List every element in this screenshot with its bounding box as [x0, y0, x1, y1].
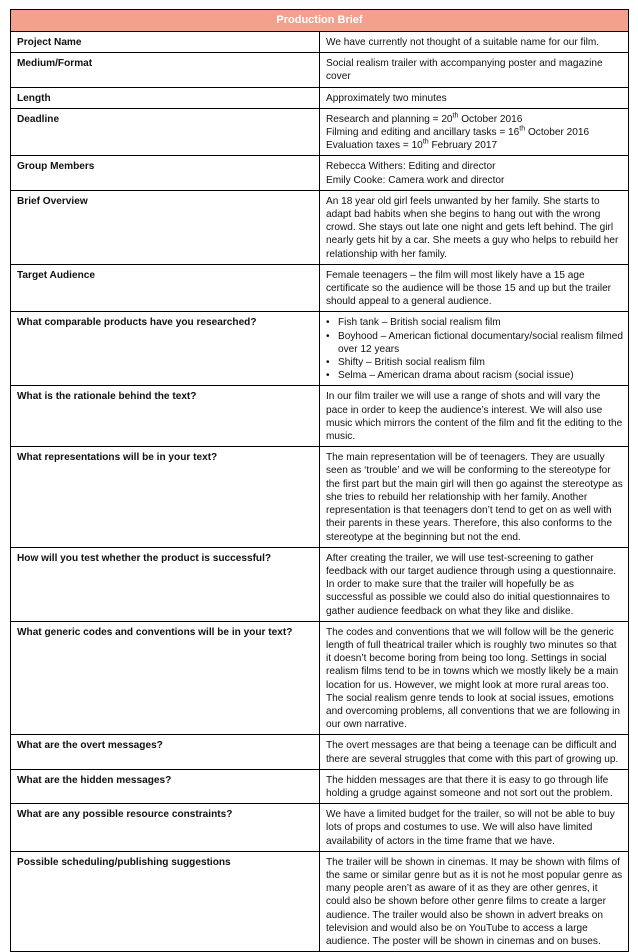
- row-value: An 18 year old girl feels unwanted by her family. She starts to adapt bad habits when she begins to hang out with the wrong crowd. She stays out late one night and gets left behind. The girl nearly gets hit by a car. She meets a guy who helps to rebuild her relationship with her family.: [320, 190, 629, 264]
- comparable-list: [326, 316, 623, 382]
- table-row-target-audience: [11, 264, 629, 312]
- row-value: [320, 156, 629, 190]
- row-value: Approximately two minutes: [320, 87, 629, 108]
- row-value: The overt messages are that being a teenage can be difficult and there are several struggles that come with this part of growing up.: [320, 735, 629, 769]
- row-value: The main representation will be of teenagers. They are usually seen as ‘trouble’ and we will be conforming to the stereotype for the first part but the main girl will then go against the stereotype as she tries to rebuild her relationship with her family. Another representation is that teenagers don’t tend to get on as well with their parents in these years. Therefore, this also conforms to the stereotype at the beginning but not the end.: [320, 447, 629, 547]
- deadline-line: Evaluation taxes = 10th February 2017: [326, 138, 498, 152]
- brief-table: [10, 9, 629, 952]
- table-row-codes: [11, 621, 629, 735]
- row-value: After creating the trailer, we will use test-screening to gather feedback with our target audience through using a questionnaire. In order to make sure that the trailer will hopefully be as successful as possible we could also do initial questionnaires to gather audience feedback on what they like and dislike.: [320, 547, 629, 621]
- table-row-overt: [11, 735, 629, 769]
- production-brief: [10, 9, 629, 952]
- table-row-deadline: [11, 108, 629, 156]
- row-label: Deadline: [11, 108, 320, 156]
- table-row-representations: [11, 447, 629, 547]
- row-label: Target Audience: [11, 264, 320, 312]
- table-row-rationale: [11, 386, 629, 447]
- row-label: Project Name: [11, 32, 320, 53]
- table-row-project-name: [11, 32, 629, 53]
- table-row-brief-overview: [11, 190, 629, 264]
- table-row-group-members: [11, 156, 629, 190]
- row-value: Female teenagers – the film will most likely have a 15 age certificate so the audience will be those 15 and up but the trailer should appeal to a general audience.: [320, 264, 629, 312]
- row-label: What is the rationale behind the text?: [11, 386, 320, 447]
- header-row: [11, 10, 629, 32]
- list-item: • Selma – American drama about racism (social issue): [326, 369, 623, 382]
- row-label: What are any possible resource constraints?: [11, 804, 320, 852]
- table-row-constraints: [11, 804, 629, 852]
- row-value: We have a limited budget for the trailer, so will not be able to buy lots of props and costumes to use. We will also have limited availability of actors in the time frame that we have.: [320, 804, 629, 852]
- row-label: Brief Overview: [11, 190, 320, 264]
- row-value: In our film trailer we will use a range of shots and will vary the pace in order to keep the audience’s interest. We will also use music which mirrors the content of the film and fit the editing to the music.: [320, 386, 629, 447]
- deadline-line: Filming and editing and ancillary tasks = 16th October 2016: [326, 125, 590, 139]
- row-value: [320, 108, 629, 156]
- row-label: How will you test whether the product is successful?: [11, 547, 320, 621]
- table-row-scheduling: [11, 851, 629, 951]
- table-row-medium: [11, 53, 629, 87]
- row-label: What are the hidden messages?: [11, 769, 320, 803]
- row-value: The codes and conventions that we will follow will be the generic length of full theatrical trailer which is roughly two minutes so that it doesn’t become boring from being too long. Settings in social realism films tend to be in towns which we mostly likely be a main location for us. However, we might look at more rural areas too. The social realism genre tends to look at social issues, emotions and overcoming problems, all conventions that we are following in our own narrative.: [320, 621, 629, 735]
- row-value: Social realism trailer with accompanying poster and magazine cover: [320, 53, 629, 87]
- row-label: What are the overt messages?: [11, 735, 320, 769]
- row-label: Group Members: [11, 156, 320, 190]
- row-label: Possible scheduling/publishing suggestions: [11, 851, 320, 951]
- row-value: [320, 312, 629, 386]
- row-value: We have currently not thought of a suitable name for our film.: [320, 32, 629, 53]
- row-value: The trailer will be shown in cinemas. It may be shown with films of the same or similar genre but as it is not he most popular genre as many people aren’t as aware of it as they are other genres, it could also be shown before other genre films to create a larger audience. The trailer would also be shown in advert breaks on television and would also be on YouTube to access a large audience. The poster will be shown in cinemas and on buses.: [320, 851, 629, 951]
- row-value: The hidden messages are that there it is easy to go through life holding a grudge against someone and not sort out the problem.: [320, 769, 629, 803]
- row-label: Medium/Format: [11, 53, 320, 87]
- table-row-length: [11, 87, 629, 108]
- list-item: • Shifty – British social realism film: [326, 356, 623, 369]
- row-label: What comparable products have you researched?: [11, 312, 320, 386]
- row-label: Length: [11, 87, 320, 108]
- table-row-comparable: [11, 312, 629, 386]
- row-label: What representations will be in your text?: [11, 447, 320, 547]
- table-row-test: [11, 547, 629, 621]
- row-label: What generic codes and conventions will be in your text?: [11, 621, 320, 735]
- list-item: • Boyhood – American fictional documentary/social realism filmed over 12 years: [326, 330, 623, 356]
- deadline-line: Research and planning = 20th October 2016: [326, 112, 523, 125]
- table-row-hidden: [11, 769, 629, 803]
- list-item: • Fish tank – British social realism film: [326, 316, 623, 329]
- table-title: Production Brief: [11, 10, 629, 32]
- member-line: Rebecca Withers: Editing and director: [326, 161, 496, 173]
- member-line: Emily Cooke: Camera work and director: [326, 174, 505, 186]
